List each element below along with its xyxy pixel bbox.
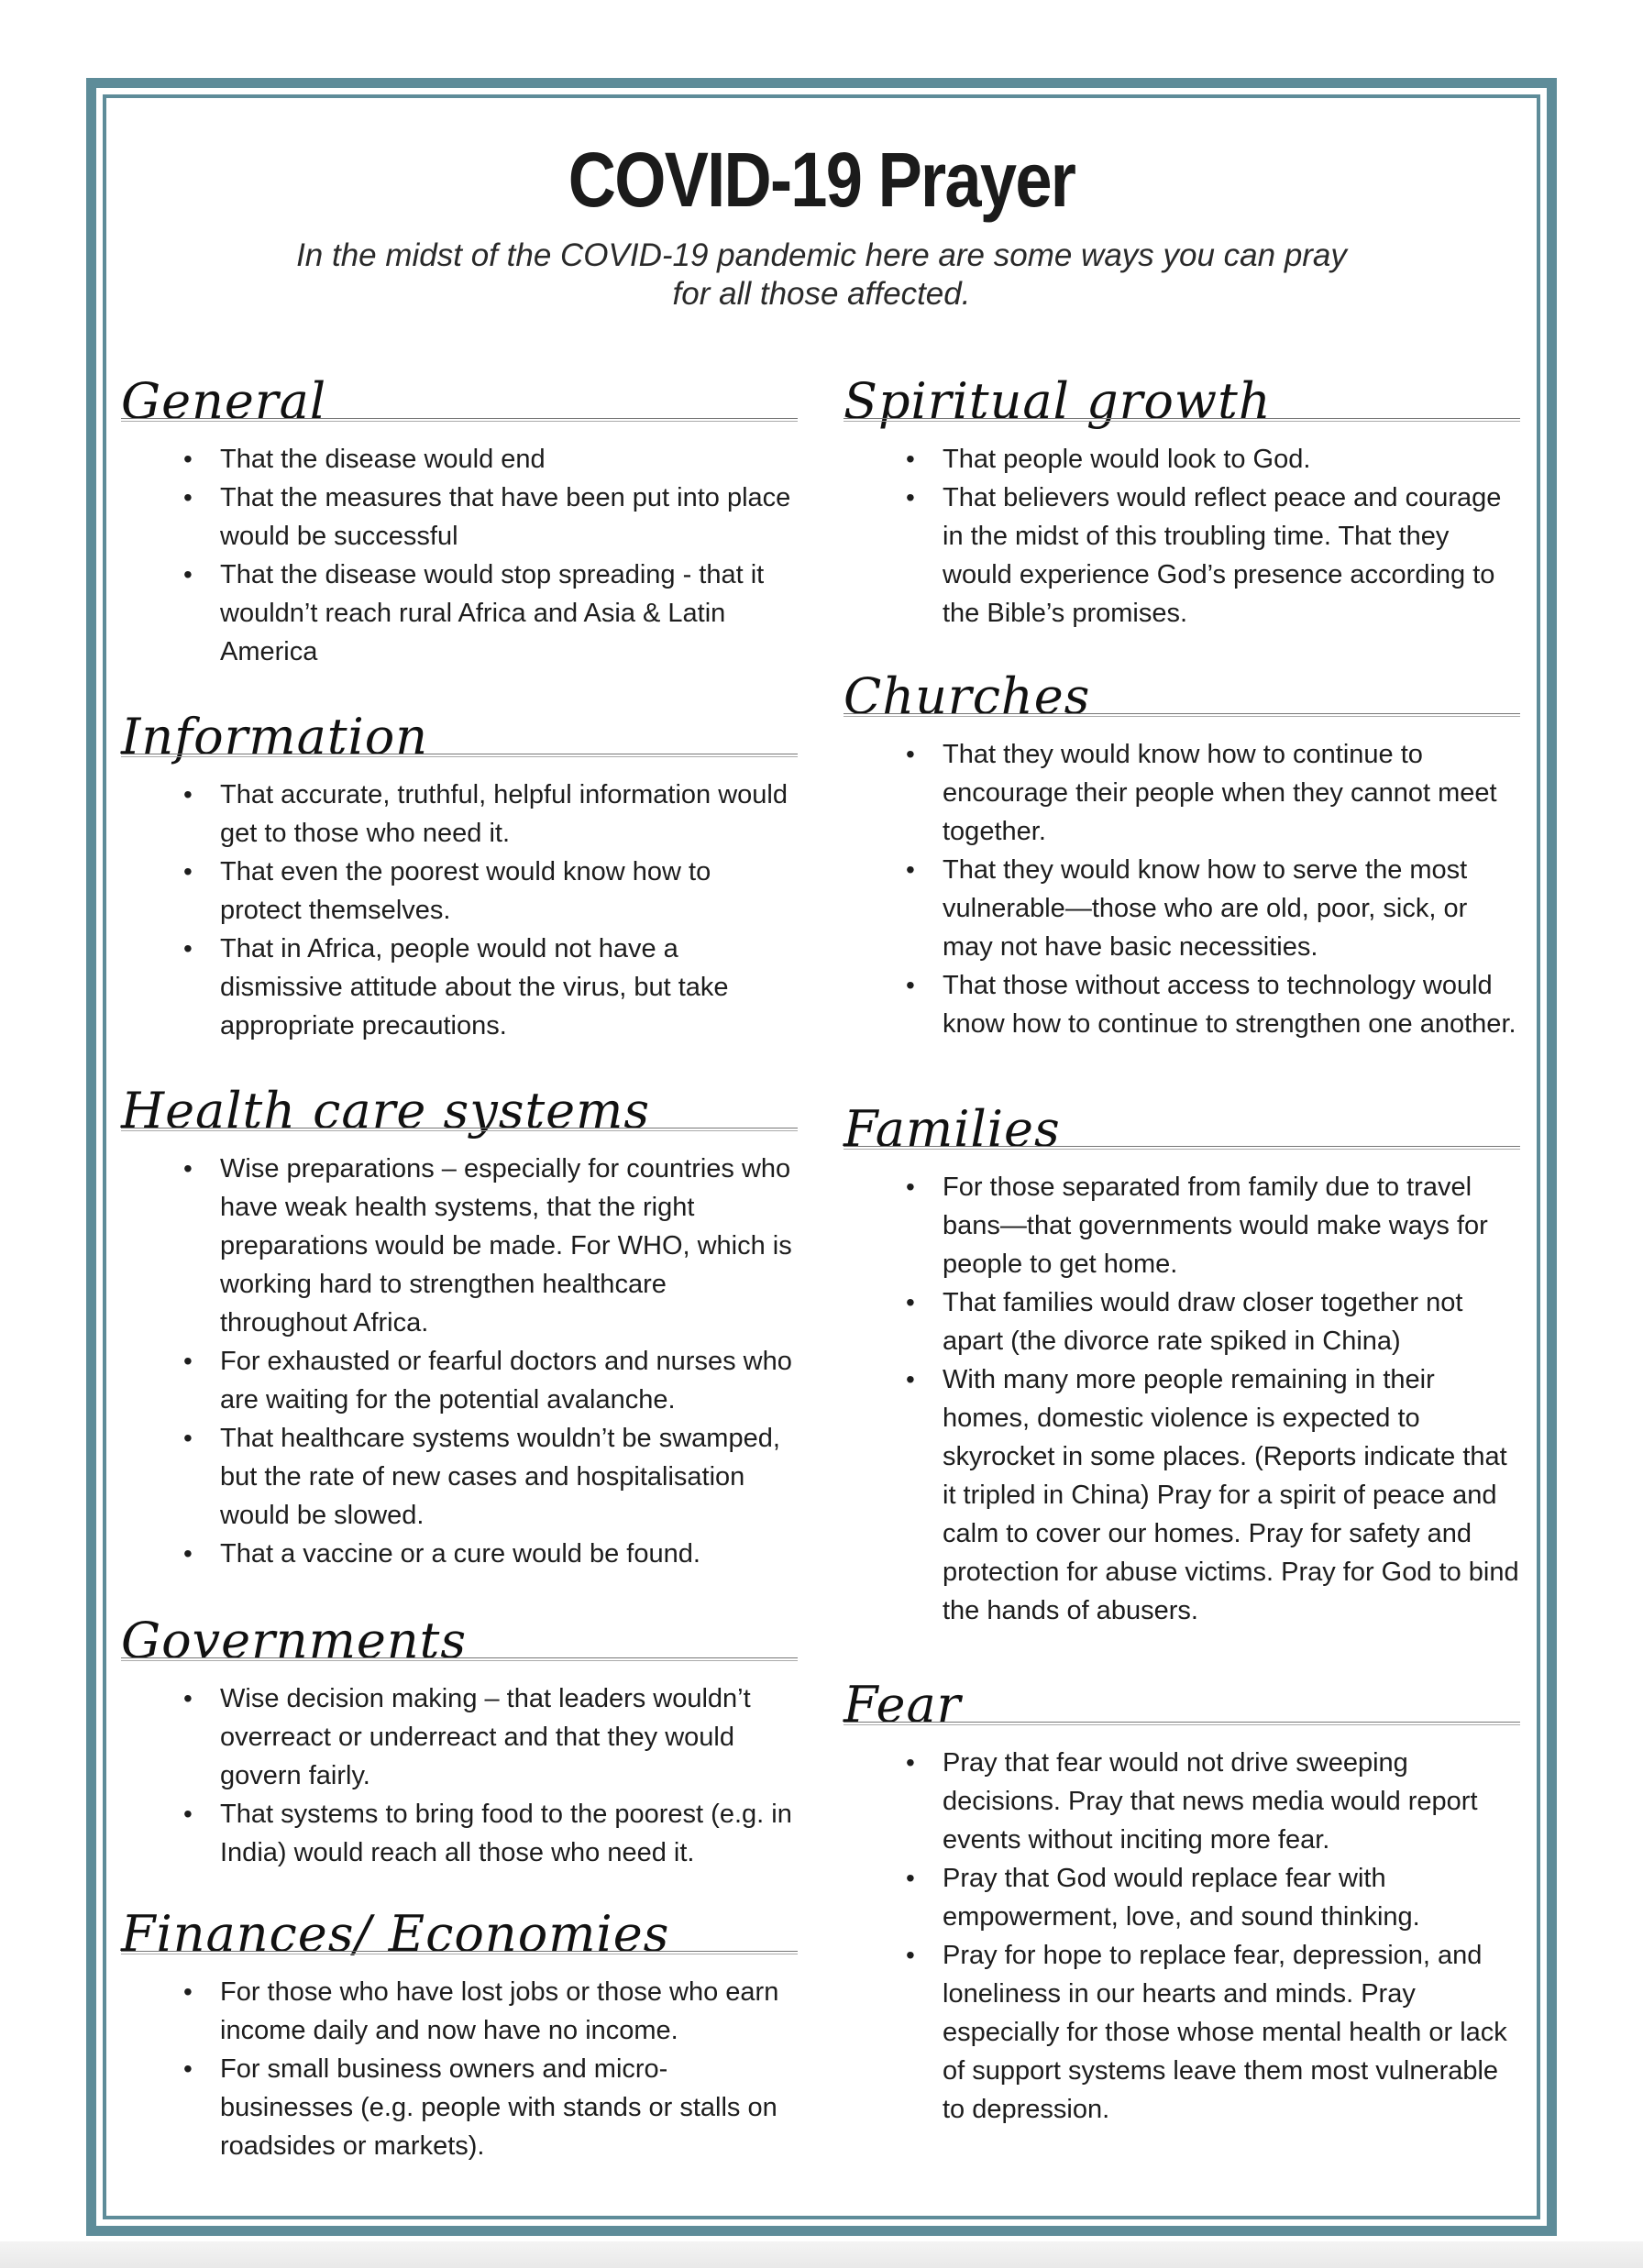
list-item: • That in Africa, people would not have a dismissive attitude about the virus, but take appropriate precautions. — [183, 934, 729, 1040]
list-item: • That they would know how to continue to encourage their people when they cannot meet together. — [906, 740, 1497, 846]
section-information — [121, 702, 798, 1045]
list-item: • For small business owners and micro-businesses (e.g. people with stands or stalls on roadsides or markets). — [183, 2054, 777, 2161]
list-item: • That healthcare systems wouldn’t be swamped, but the rate of new cases and hospitalisation would be slowed. — [183, 1424, 780, 1530]
bullet-list — [844, 1168, 1520, 1630]
list-item: • Wise preparations – especially for countries who have weak health systems, that the right preparations would be made. For WHO, which is working hard to strengthen healthcare throughout Africa. — [183, 1154, 792, 1338]
section-fear — [844, 1670, 1520, 2129]
list-item: • That believers would reflect peace and courage in the midst of this troubling time. That they would experience God’s presence according to the Bible’s promises. — [906, 483, 1502, 628]
list-item: • That people would look to God. — [906, 445, 1311, 474]
list-item: • For exhausted or fearful doctors and nurses who are waiting for the potential avalanche. — [183, 1347, 792, 1415]
list-item: • That the disease would end — [183, 445, 546, 474]
section-heading: Information — [121, 708, 429, 765]
section-divider — [121, 1657, 798, 1661]
section-heading: Spiritual growth — [844, 372, 1272, 430]
list-item: • That the measures that have been put into place would be successful — [183, 483, 791, 551]
list-item: • That the disease would stop spreading - that it wouldn’t reach rural Africa and Asia & Latin America — [183, 560, 765, 666]
list-item: • That even the poorest would know how to protect themselves. — [183, 857, 711, 925]
bullet-list — [121, 1679, 798, 1872]
list-item: • Wise decision making – that leaders wouldn’t overreact or underreact and that they would govern fairly. — [183, 1684, 751, 1790]
list-item: • For those who have lost jobs or those who earn income daily and now have no income. — [183, 1977, 779, 2045]
section-finances-economies — [121, 1899, 798, 2165]
list-item: • That those without access to technology would know how to continue to strengthen one another. — [906, 971, 1516, 1039]
bullet-list — [844, 1744, 1520, 2129]
page-title: COVID-19 Prayer — [568, 137, 1075, 223]
section-heading: Churches — [844, 667, 1091, 725]
section-families — [844, 1095, 1520, 1630]
section-heading: Families — [844, 1100, 1061, 1158]
section-divider — [844, 713, 1520, 717]
section-heading: Health care systems — [121, 1082, 651, 1140]
section-divider — [844, 418, 1520, 422]
bullet-list — [121, 776, 798, 1045]
section-general — [121, 367, 798, 671]
section-divider — [121, 1128, 798, 1131]
section-heading: Fear — [844, 1676, 962, 1734]
section-divider — [844, 1146, 1520, 1150]
section-divider — [121, 418, 798, 422]
section-divider — [121, 754, 798, 757]
section-divider — [121, 1951, 798, 1954]
bullet-list — [121, 440, 798, 671]
list-item: • Pray that God would replace fear with empowerment, love, and sound thinking. — [906, 1864, 1420, 1932]
page-subtitle: In the midst of the COVID-19 pandemic here are some ways you can pray for all those affected. — [296, 237, 1347, 312]
section-governments — [121, 1606, 798, 1872]
list-item: • With many more people remaining in their homes, domestic violence is expected to skyrocket in some places. (Reports indicate that it tripled in China) Pray for a spirit of peace and calm to cover our homes. Pray for safety and protection for abuse victims. Pray for God to bind the hands of abusers. — [906, 1365, 1519, 1625]
section-heading: General — [121, 372, 327, 430]
section-heading: Governments — [121, 1612, 468, 1669]
list-item: • That accurate, truthful, helpful information would get to those who need it. — [183, 780, 788, 848]
section-churches — [844, 662, 1520, 1043]
bullet-list — [121, 1973, 798, 2165]
list-item: • That families would draw closer together not apart (the divorce rate spiked in China) — [906, 1288, 1463, 1356]
list-item: • That a vaccine or a cure would be found. — [183, 1539, 700, 1569]
bullet-list — [844, 735, 1520, 1043]
section-divider — [844, 1722, 1520, 1725]
list-item: • That systems to bring food to the poorest (e.g. in India) would reach all those who need it. — [183, 1800, 792, 1867]
page-bottom-shadow — [0, 2241, 1643, 2268]
bullet-list — [844, 440, 1520, 633]
list-item: • Pray that fear would not drive sweeping decisions. Pray that news media would report events without inciting more fear. — [906, 1748, 1478, 1855]
section-health-care-systems — [121, 1076, 798, 1573]
section-heading: Finances/ Economies — [121, 1905, 670, 1963]
list-item: • Pray for hope to replace fear, depression, and loneliness in our hearts and minds. Pray especially for those whose mental health or lack of support systems leave them most vulnerable to depression. — [906, 1941, 1507, 2124]
bullet-list — [121, 1150, 798, 1573]
list-item: • For those separated from family due to travel bans—that governments would make ways for people to get home. — [906, 1173, 1488, 1279]
list-item: • That they would know how to serve the most vulnerable—those who are old, poor, sick, or may not have basic necessities. — [906, 855, 1468, 962]
section-spiritual-growth — [844, 367, 1520, 633]
